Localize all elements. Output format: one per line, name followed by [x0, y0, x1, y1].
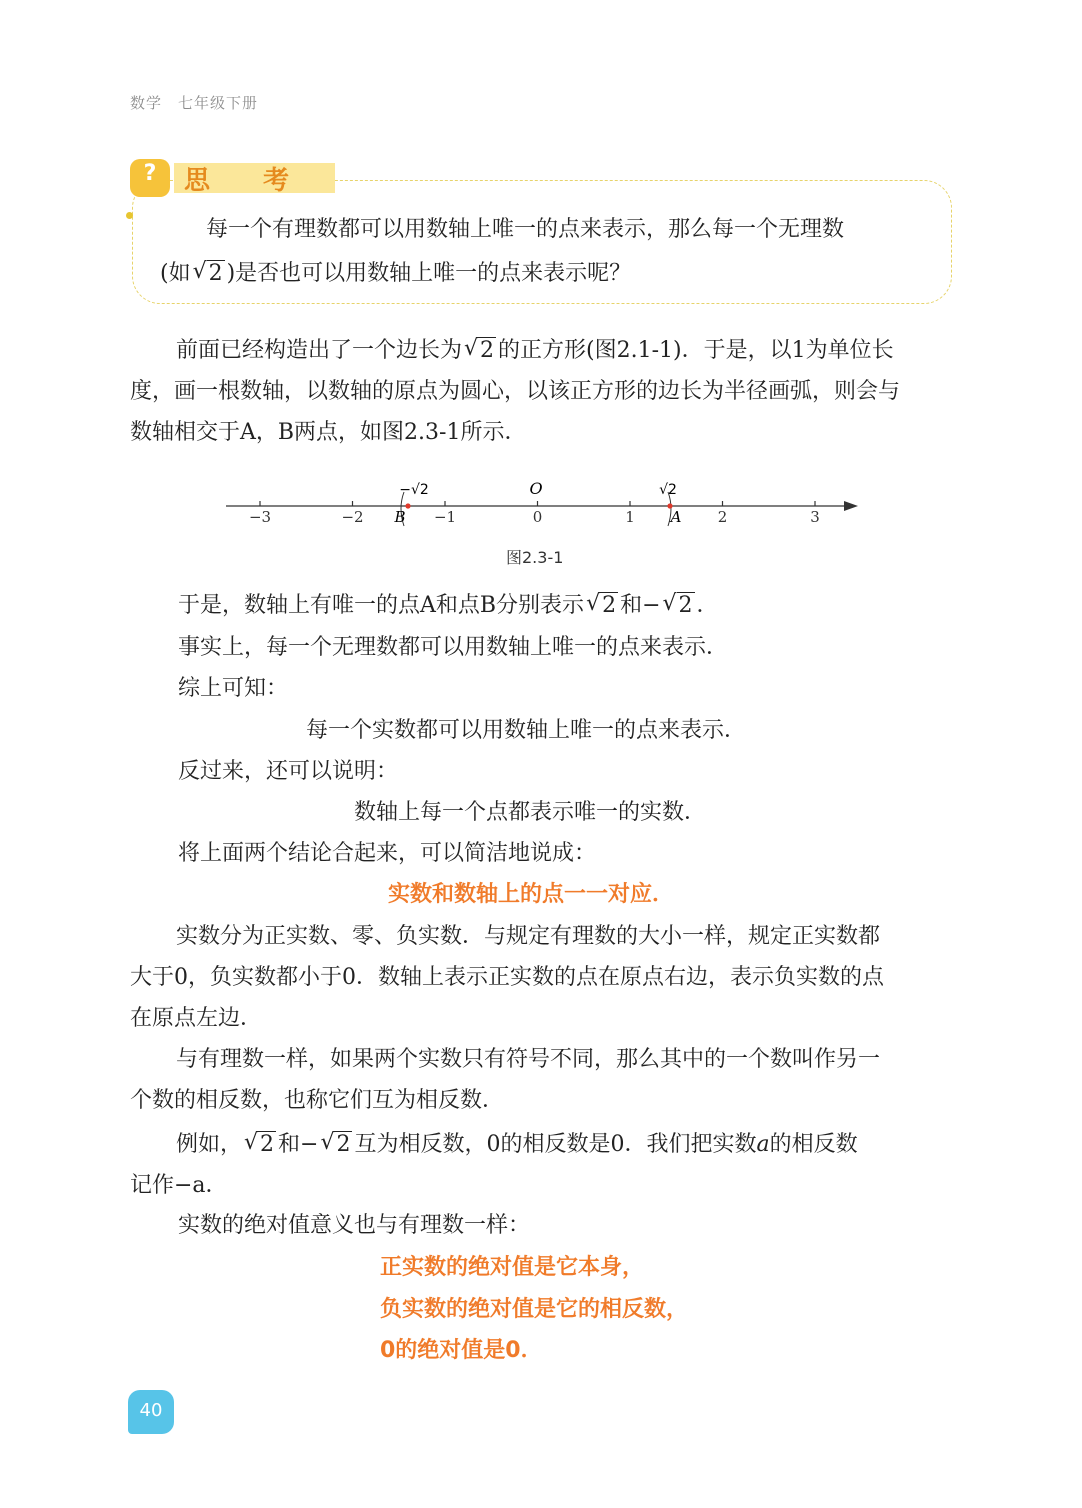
sqrt-symbol: √ 2: [662, 591, 693, 618]
line-fact: 事实上，每一个无理数都可以用数轴上唯一的点来表示．: [178, 635, 729, 660]
line-combine: 将上面两个结论合起来，可以简洁地说成：: [178, 841, 597, 866]
figure-caption: 图2.3-1: [506, 548, 564, 567]
tick-label: 2: [717, 508, 728, 526]
paragraph-3: 与有理数一样，如果两个实数只有符号不同，那么其中的一个数叫作另一 个数的相反数，也称它们互为相反数．: [130, 1047, 881, 1113]
origin-label: O: [529, 479, 543, 498]
number-line-figure: [220, 470, 870, 542]
tick-label: 1: [625, 508, 635, 526]
line-summary: 综上可知：: [178, 676, 289, 701]
think-question: [160, 208, 940, 296]
abs-rule-1: 正实数的绝对值是它本身，: [380, 1255, 645, 1280]
point-a-label: A: [670, 508, 682, 526]
page-number-badge: [128, 1390, 174, 1434]
line-conversely: 反过来，还可以说明：: [178, 759, 399, 784]
sqrt-symbol: √ 2: [192, 259, 223, 286]
neg-sqrt2-label: −√2: [399, 482, 429, 498]
tick-label: −1: [433, 508, 457, 526]
paragraph-1: 前面已经构造出了一个边长为 √ 2 的正方形(图2.1-1)．于是，以1为单位长 度，画一根数轴，以数轴的原点为圆心，以该正方形的边长为半径画弧，则会与 数轴相交于A，B两点，如图2.3-1所示．: [130, 330, 952, 453]
paragraph-2: 实数分为正实数、零、负实数．与规定有理数的大小一样，规定正实数都 大于0，负实数都小于0．数轴上表示正实数的点在原点右边，表示负实数的点 在原点左边．: [130, 924, 884, 1031]
sqrt-symbol: √ 2: [586, 591, 617, 618]
lightbulb-icon: ?: [130, 159, 170, 197]
tick-label: −3: [248, 508, 272, 526]
point-b-label: B: [394, 508, 406, 526]
page-number: 40: [139, 1400, 163, 1421]
think-line1: 每一个有理数都可以用数轴上唯一的点来表示，那么每一个无理数: [206, 217, 845, 242]
conclusion-1: 每一个实数都可以用数轴上唯一的点来表示．: [306, 718, 747, 743]
sqrt-symbol: √ 2: [464, 336, 495, 363]
line-points-represent: 于是，数轴上有唯一的点A和点B分别表示 √ 2 和− √ 2 ．: [178, 586, 719, 626]
think-dot: [126, 212, 133, 219]
axis-arrow: [844, 501, 858, 511]
tick-label: −2: [341, 508, 364, 526]
think-tab: [130, 160, 335, 196]
key-statement: 实数和数轴上的点一一对应．: [388, 882, 675, 907]
sqrt-symbol: √ 2: [320, 1130, 351, 1157]
conclusion-2: 数轴上每一个点都表示唯一的实数．: [354, 800, 707, 825]
abs-intro: 实数的绝对值意义也与有理数一样：: [178, 1213, 531, 1238]
abs-rule-2: 负实数的绝对值是它的相反数，: [380, 1297, 689, 1322]
point-b-dot: [405, 503, 410, 508]
think-label: 思 考: [174, 163, 335, 193]
think-line2a: (如: [160, 261, 191, 286]
think-line2b: )是否也可以用数轴上唯一的点来表示呢？: [226, 261, 632, 286]
running-header: [130, 92, 274, 113]
tick-label: 0: [532, 508, 543, 526]
header-grade: 七年级下册: [178, 94, 259, 112]
header-subject: 数学: [130, 94, 163, 112]
sqrt-symbol: √ 2: [244, 1130, 275, 1157]
abs-rule-3: 0的绝对值是0．: [380, 1338, 543, 1363]
paragraph-4: 例如， √ 2 和− √ 2 互为相反数，0的相反数是0．我们把实数a的相反数 记作−a．: [130, 1124, 952, 1206]
tick-label: 3: [810, 508, 820, 526]
sqrt2-label: √2: [659, 482, 677, 498]
